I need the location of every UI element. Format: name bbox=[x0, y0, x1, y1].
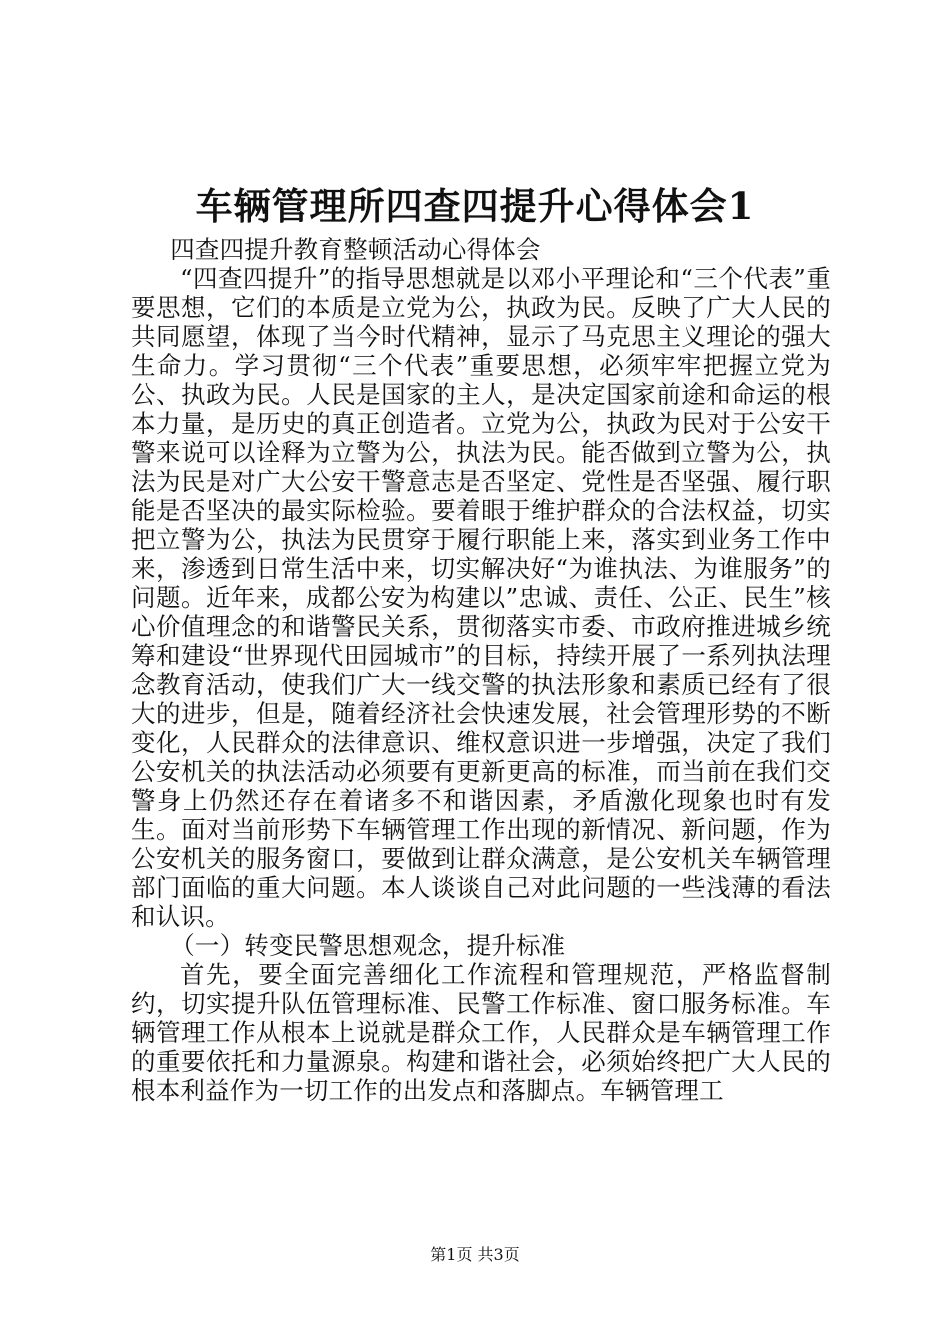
document-title: 车辆管理所四查四提升心得体会1 bbox=[195, 184, 755, 228]
document-subtitle: 四查四提升教育整顿活动心得体会 bbox=[170, 235, 541, 264]
page-footer: 第1页 共3页 bbox=[430, 1245, 520, 1264]
body-paragraph: “四查四提升”的指导思想就是以邓小平理论和“三个代表”重要思想，它们的本质是立党为公，执政为民。反映了广大人民的共同愿望，体现了当今时代精神，显示了马克思主义理论的强大生命力。学习贯彻“三个代表”重要思想，必须牢牢把握立党为公、执政为民。人民是国家的主人，是决定国家前途和命运的根本力量，是历史的真正创造者。立党为公，执政为民对于公安干警来说可以诠释为立警为公，执法为民。能否做到立警为公，执法为民是对广大公安干警意志是否坚定、党性是否坚强、履行职能是否坚决的最实际检验。要着眼于维护群众的合法权益，切实把立警为公，执法为民贯穿于履行职能上来，落实到业务工作中来，渗透到日常生活中来，切实解决好“为谁执法、为谁服务”的问题。近年来，成都公安为构建以”忠诚、责任、公正、民生”核心价值理念的和谐警民关系，贯彻落实市委、市政府推进城乡统筹和建设“世界现代田园城市”的目标，持续开展了一系列执法理念教育活动，使我们广大一线交警的执法形象和素质已经有了很大的进步，但是，随着经济社会快速发展，社会管理形势的不断变化，人民群众的法律意识、维权意识进一步增强，决定了我们公安机关的执法活动必须要有更新更高的标准，而当前在我们交警身上仍然还存在着诸多不和谐因素，矛盾激化现象也时有发生。面对当前形势下车辆管理工作出现的新情况、新问题，作为公安机关的服务窗口，要做到让群众满意，是公安机关车辆管理部门面临的重大问题。本人谈谈自己对此问题的一些浅薄的看法和认识。 bbox=[131, 264, 831, 931]
document-body bbox=[131, 235, 831, 1105]
section-heading: （一）转变民警思想观念，提升标准 bbox=[170, 931, 566, 960]
section-paragraph: 首先，要全面完善细化工作流程和管理规范，严格监督制约，切实提升队伍管理标准、民警工作标准、窗口服务标准。车辆管理工作从根本上说就是群众工作，人民群众是车辆管理工作的重要依托和力量源泉。构建和谐社会，必须始终把广大人民的根本利益作为一切工作的出发点和落脚点。车辆管理工 bbox=[131, 960, 831, 1105]
